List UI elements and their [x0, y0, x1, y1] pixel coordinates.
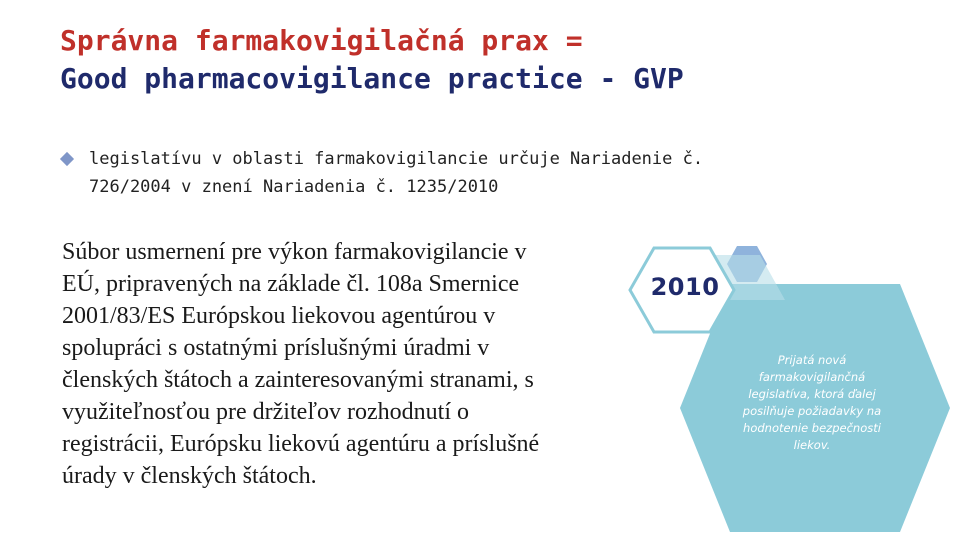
timeline-description [722, 352, 902, 454]
description-line: posilňuje požiadavky na [742, 404, 882, 418]
bullet-text-line-1: legislatívu v oblasti farmakovigilancie určuje Nariadenie č. [89, 149, 704, 169]
description-line: legislatíva, ktorá ďalej [748, 387, 876, 401]
definition-line: využiteľnosťou pre držiteľov rozhodnutí o [62, 399, 469, 425]
definition-line: spolupráci s ostatnými príslušnými úradmi v [62, 335, 490, 361]
timeline-year: 2010 [650, 273, 720, 301]
definition-line: úrady v členských štátoch. [62, 463, 317, 489]
title-line-slovak: Správna farmakovigilačná prax = [60, 24, 583, 57]
description-line: farmakovigilančná [758, 370, 866, 384]
definition-line: 2001/83/ES Európskou liekovou agentúrou v [62, 303, 496, 329]
bullet-item [62, 145, 762, 201]
definition-line: EÚ, pripravených na základe čl. 108a Smernice [62, 271, 520, 297]
slide-title [60, 22, 920, 98]
bullet-text-line-2: 726/2004 v znení Nariadenia č. 1235/2010 [89, 177, 499, 197]
description-line: hodnotenie bezpečnosti [743, 421, 881, 435]
definition-line: členských štátoch a zainteresovanými stranami, s [62, 367, 534, 393]
definition-line: Súbor usmernení pre výkon farmakovigilancie v [62, 239, 527, 265]
description-line: Prijatá nová [777, 353, 847, 367]
title-line-english: Good pharmacovigilance practice - GVP [60, 62, 684, 95]
description-line: liekov. [793, 438, 831, 452]
diamond-bullet-icon [60, 152, 74, 166]
definition-line: registrácii, Európsku liekovú agentúru a príslušné [62, 431, 540, 457]
scanned-definition-text [62, 236, 622, 492]
